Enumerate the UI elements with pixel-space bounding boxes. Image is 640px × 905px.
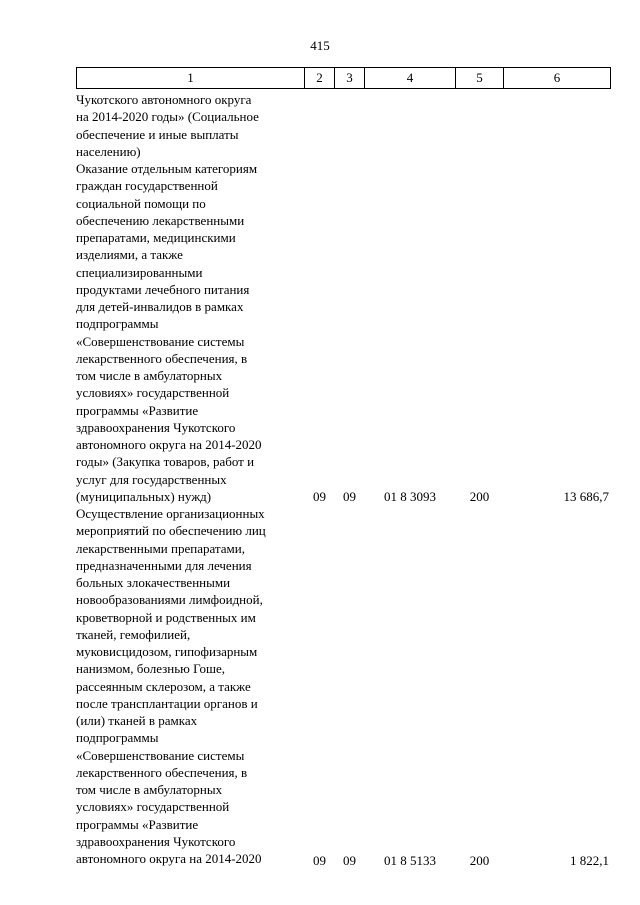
text-line: кроветворной и родственных им [76, 609, 256, 625]
row-2-description [76, 505, 308, 867]
row-2-expense-type: 200 [469, 853, 490, 868]
row-1-section: 09 [313, 489, 326, 504]
row-2-amount: 1 822,1 [570, 853, 609, 868]
column-header-4: 4 [365, 68, 456, 89]
text-line: специализированными [76, 264, 203, 280]
text-line: «Совершенствование системы [76, 747, 245, 763]
text-line: обеспечению лекарственными [76, 212, 245, 228]
text-line: тканей, гемофилией, [76, 626, 191, 642]
text-line: лекарственного обеспечения, в [76, 764, 248, 780]
text-line: (или) тканей в рамках [76, 713, 198, 728]
text-line: (муниципальных) нужд) [76, 488, 212, 504]
text-line: нанизмом, болезнью Гоше, [76, 661, 226, 677]
text-line: на 2014-2020 годы» (Социальное [76, 109, 259, 125]
row-2-subsection: 09 [343, 853, 356, 868]
text-line: здравоохранения Чукотского [76, 833, 236, 849]
text-line: новообразованиями лимфоидной, [76, 592, 263, 608]
text-line: лекарственного обеспечения, в [76, 350, 248, 366]
column-header-1: 1 [77, 68, 305, 89]
column-header-row [77, 68, 611, 89]
text-line: предназначенными для лечения [76, 557, 252, 573]
row-1-expense-type: 200 [469, 489, 490, 504]
text-line: лекарственными препаратами, [76, 540, 245, 556]
text-line: больных злокачественными [76, 575, 231, 590]
column-header-6: 6 [504, 68, 611, 89]
row-2-target-article: 01 8 5133 [384, 853, 436, 868]
text-line: мероприятий по обеспечению лиц [76, 523, 266, 539]
text-line: населению) [76, 143, 141, 159]
text-line: программы «Развитие [76, 816, 199, 832]
column-header-2: 2 [305, 68, 335, 89]
text-line: подпрограммы [76, 730, 159, 746]
column-header-table [76, 67, 611, 89]
text-line: здравоохранения Чукотского [76, 419, 236, 435]
text-line: автономного округа на 2014-2020 [76, 851, 262, 866]
text-line: Оказание отдельным категориям [76, 161, 258, 176]
column-header-5: 5 [456, 68, 504, 89]
column-header-3: 3 [335, 68, 365, 89]
text-line: услуг для государственных [76, 471, 227, 487]
text-line: граждан государственной [76, 178, 218, 194]
text-line: продуктами лечебного питания [76, 281, 250, 297]
text-line: Чукотского автономного округа [76, 92, 252, 107]
text-line: программы «Развитие [76, 402, 199, 418]
text-line: условиях» государственной [76, 385, 230, 401]
text-line: муковисцидозом, гипофизарным [76, 644, 258, 659]
page-number: 415 [310, 38, 330, 53]
text-line: обеспечение и иные выплаты [76, 126, 239, 142]
text-line: условиях» государственной [76, 799, 230, 815]
row-1-amount: 13 686,7 [563, 489, 609, 504]
row-1-target-article: 01 8 3093 [384, 489, 436, 504]
row-1-subsection: 09 [343, 489, 356, 504]
text-line: для детей-инвалидов в рамках [76, 299, 244, 314]
text-line: Осуществление организационных [76, 506, 265, 521]
text-line: изделиями, а также [76, 247, 183, 263]
text-line: подпрограммы [76, 316, 159, 332]
text-line: «Совершенствование системы [76, 333, 245, 349]
text-line: препаратами, медицинскими [76, 230, 236, 245]
text-line: автономного округа на 2014-2020 [76, 437, 262, 452]
description-column [76, 91, 308, 867]
text-line: том числе в амбулаторных [76, 782, 223, 797]
row-2-section: 09 [313, 853, 326, 868]
text-line: после трансплантации органов и [76, 695, 258, 711]
text-line: годы» (Закупка товаров, работ и [76, 454, 255, 470]
text-line: социальной помощи по [76, 195, 206, 211]
text-line: том числе в амбулаторных [76, 368, 223, 383]
row-1-description [76, 160, 308, 505]
continuation-text [76, 91, 308, 160]
text-line: рассеянным склерозом, а также [76, 678, 251, 694]
